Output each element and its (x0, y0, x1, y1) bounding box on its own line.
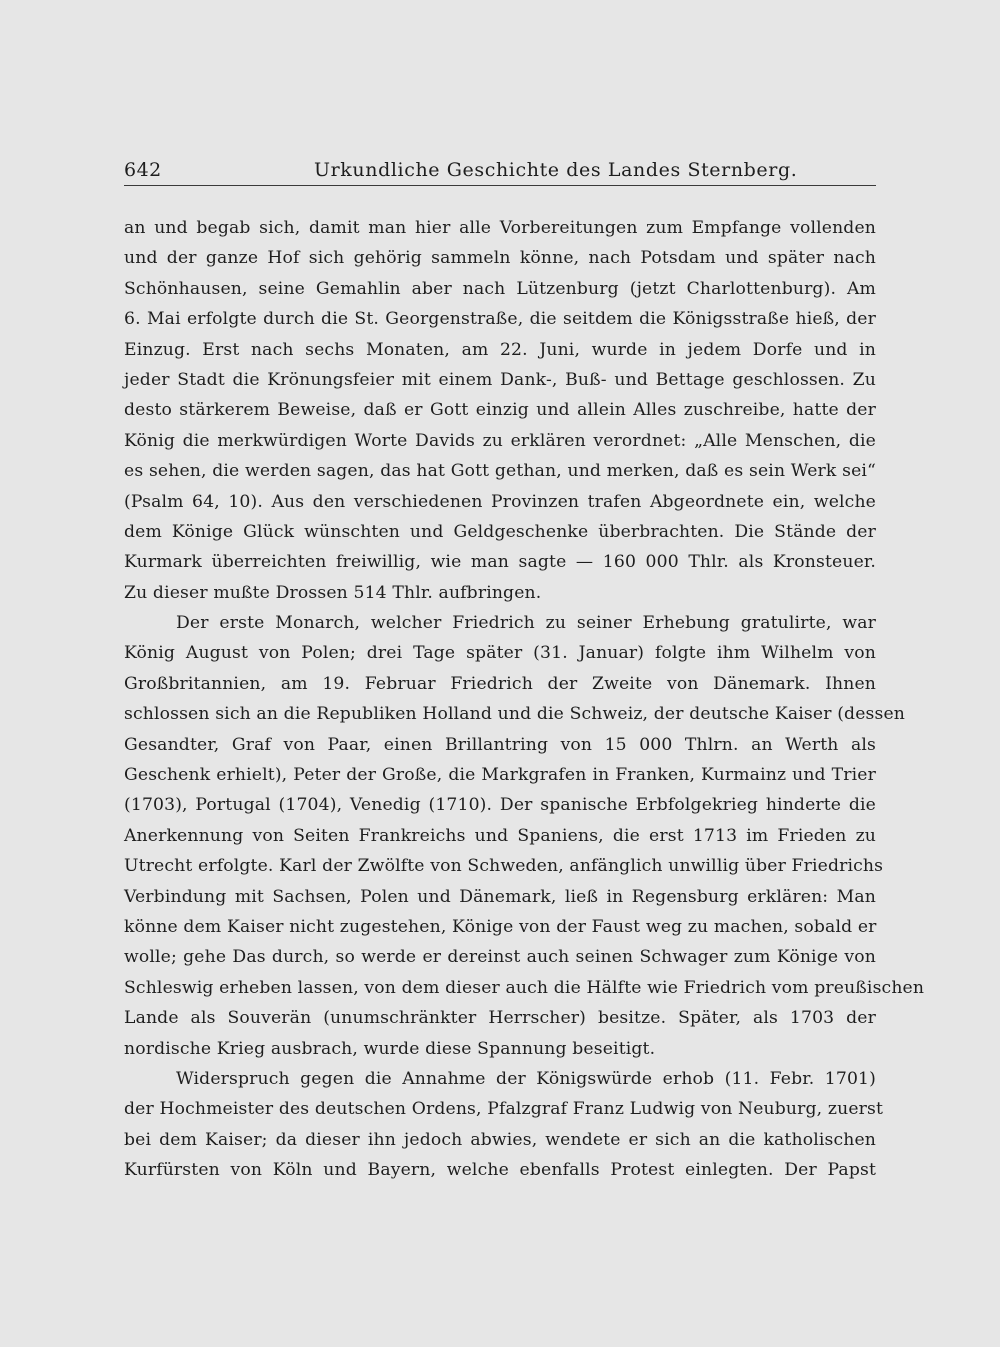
text-line: dem Könige Glück wünschten und Geldgeschenke überbrachten. Die Stände der (124, 521, 876, 542)
page-number: 642 (124, 159, 162, 181)
running-header (124, 155, 876, 186)
text-line: Anerkennung von Seiten Frankreichs und Spaniens, die erst 1713 im Frieden zu (124, 825, 876, 846)
text-line: Gesandter, Graf von Paar, einen Brillantring von 15 000 Thlrn. an Werth als (124, 734, 876, 755)
text-line: schlossen sich an die Republiken Holland und die Schweiz, der deutsche Kaiser (dessen (124, 704, 906, 725)
text-line: Geschenk erhielt), Peter der Große, die Markgrafen in Franken, Kurmainz und Trier (124, 765, 876, 786)
text-line: Schleswig erheben lassen, von dem dieser auch die Hälfte wie Friedrich vom preußischen (124, 977, 925, 998)
text-line: Utrecht erfolgte. Karl der Zwölfte von Schweden, anfänglich unwillig über Friedrichs (124, 856, 884, 877)
text-line: jeder Stadt die Krönungsfeier mit einem Dank-, Buß- und Bettage geschlossen. Zu (124, 369, 876, 390)
text-line: Einzug. Erst nach sechs Monaten, am 22. Juni, wurde in jedem Dorfe und in (124, 339, 876, 360)
text-line: Der erste Monarch, welcher Friedrich zu seiner Erhebung gratulirte, war (176, 613, 876, 634)
running-title: Urkundliche Geschichte des Landes Sternberg. (314, 159, 798, 181)
text-line: Widerspruch gegen die Annahme der Königswürde erhob (11. Febr. 1701) (176, 1068, 876, 1089)
text-line: bei dem Kaiser; da dieser ihn jedoch abwies, wendete er sich an die katholischen (124, 1129, 876, 1150)
text-line: an und begab sich, damit man hier alle Vorbereitungen zum Empfange vollenden (124, 218, 876, 238)
text-line: wolle; gehe Das durch, so werde er dereinst auch seinen Schwager zum Könige von (124, 947, 876, 968)
text-line: König die merkwürdigen Worte Davids zu erklären verordnet: „Alle Menschen, die (124, 430, 876, 451)
text-line: König August von Polen; drei Tage später (31. Januar) folgte ihm Wilhelm von (124, 643, 876, 664)
text-line: desto stärkerem Beweise, daß er Gott einzig und allein Alles zuschreibe, hatte der (124, 400, 876, 421)
text-line: 6. Mai erfolgte durch die St. Georgenstraße, die seitdem die Königsstraße hieß, der (124, 309, 876, 330)
text-line: und der ganze Hof sich gehörig sammeln könne, nach Potsdam und später nach (124, 248, 876, 269)
text-line: Kurfürsten von Köln und Bayern, welche ebenfalls Protest einlegten. Der Papst (124, 1160, 876, 1181)
text-line: Großbritannien, am 19. Februar Friedrich der Zweite von Dänemark. Ihnen (124, 673, 876, 694)
text-line: Verbindung mit Sachsen, Polen und Dänemark, ließ in Regensburg erklären: Man (124, 886, 876, 907)
text-line: könne dem Kaiser nicht zugestehen, Könige von der Faust weg zu machen, sobald er (124, 916, 877, 937)
text-line: (1703), Portugal (1704), Venedig (1710). Der spanische Erbfolgekrieg hinderte die (124, 795, 876, 816)
body-text (124, 213, 925, 1186)
text-line: Zu dieser mußte Drossen 514 Thlr. aufbringen. (124, 582, 542, 603)
text-line: Lande als Souverän (unumschränkter Herrscher) besitze. Später, als 1703 der (124, 1008, 876, 1029)
text-line: Kurmark überreichten freiwillig, wie man sagte — 160 000 Thlr. als Kronsteuer. (124, 552, 876, 573)
text-line: der Hochmeister des deutschen Ordens, Pfalzgraf Franz Ludwig von Neuburg, zuerst (124, 1099, 884, 1120)
text-line: es sehen, die werden sagen, das hat Gott gethan, und merken, daß es sein Werk sei“ (124, 461, 876, 482)
text-line: Schönhausen, seine Gemahlin aber nach Lützenburg (jetzt Charlottenburg). Am (124, 278, 876, 299)
text-line: (Psalm 64, 10). Aus den verschiedenen Provinzen trafen Abgeordnete ein, welche (124, 491, 876, 512)
text-line: nordische Krieg ausbrach, wurde diese Spannung beseitigt. (124, 1038, 656, 1059)
